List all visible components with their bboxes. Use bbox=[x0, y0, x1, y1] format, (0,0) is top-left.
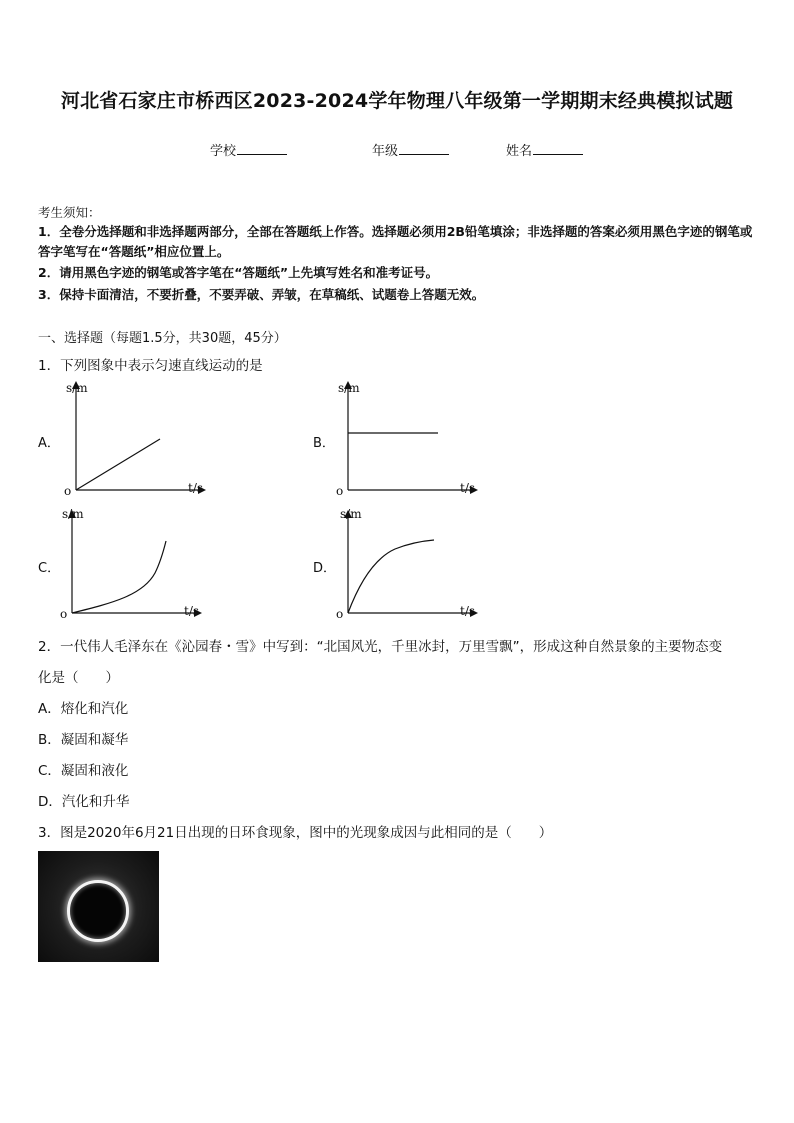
graph-a-y-label: s/m bbox=[66, 381, 88, 395]
school-label: 学校 bbox=[210, 144, 237, 159]
graph-d-origin: o bbox=[336, 607, 344, 621]
graph-a bbox=[58, 378, 208, 502]
graph-a-curve bbox=[76, 439, 160, 490]
option-d-label: D． bbox=[313, 561, 337, 576]
grade-field bbox=[372, 140, 449, 159]
school-field bbox=[210, 140, 287, 159]
graph-c-y-label: s/m bbox=[62, 507, 84, 521]
graph-d bbox=[330, 503, 480, 627]
option-c-label: C． bbox=[38, 561, 61, 576]
graph-c-origin: o bbox=[60, 607, 68, 621]
graph-d-curve bbox=[348, 540, 434, 613]
exam-title: 河北省石家庄市桥西区2023-2024学年物理八年级第一学期期末经典模拟试题 bbox=[60, 90, 734, 112]
notice-heading: 考生须知： bbox=[38, 205, 101, 220]
question-2-option-a: A．熔化和汽化 bbox=[38, 701, 129, 717]
school-blank bbox=[237, 140, 287, 155]
question-1-stem: 1．下列图象中表示匀速直线运动的是 bbox=[38, 358, 263, 374]
notice-item-1: 1．全卷分选择题和非选择题两部分，全部在答题纸上作答。选择题必须用2B铅笔填涂；非选择题的答案必须用黑色字迹的钢笔或答字笔写在“答题纸”相应位置上。 bbox=[38, 224, 753, 259]
notice-item-2: 2．请用黑色字迹的钢笔或答字笔在“答题纸”上先填写姓名和准考证号。 bbox=[38, 265, 439, 280]
section-heading: 一、选择题（每题1.5分，共30题，45分） bbox=[38, 331, 287, 346]
question-2-option-d: D．汽化和升华 bbox=[38, 794, 130, 810]
name-field bbox=[506, 140, 583, 159]
notice-item-3: 3．保持卡面清洁，不要折叠，不要弄破、弄皱，在草稿纸、试题卷上答题无效。 bbox=[38, 287, 485, 302]
graph-c-x-label: t/s bbox=[184, 604, 200, 618]
option-a-label: A． bbox=[38, 436, 60, 451]
grade-blank bbox=[399, 140, 449, 155]
option-b-label: B． bbox=[313, 436, 335, 451]
annular-eclipse-image bbox=[38, 851, 159, 962]
graph-b-y-label: s/m bbox=[338, 381, 360, 395]
question-3-stem: 3．图是2020年6月21日出现的日环食现象，图中的光现象成因与此相同的是（ ） bbox=[38, 825, 553, 841]
question-2-option-c: C．凝固和液化 bbox=[38, 763, 129, 779]
name-blank bbox=[533, 140, 583, 155]
eclipse-ring bbox=[67, 880, 129, 942]
graph-c-curve bbox=[72, 541, 166, 613]
graph-d-y-label: s/m bbox=[340, 507, 362, 521]
graph-a-x-label: t/s bbox=[188, 481, 204, 495]
question-2-stem-line-2: 化是（ ） bbox=[38, 670, 119, 686]
graph-b bbox=[330, 378, 480, 502]
question-2-stem-line-1: 2．一代伟人毛泽东在《沁园春・雪》中写到：“北国风光，千里冰封，万里雪飘”，形成这种自然景象的主要物态变 bbox=[38, 639, 723, 655]
graph-d-x-label: t/s bbox=[460, 604, 476, 618]
graph-a-origin: o bbox=[64, 484, 72, 498]
grade-label: 年级 bbox=[372, 144, 399, 159]
name-label: 姓名 bbox=[506, 144, 533, 159]
graph-c bbox=[58, 503, 208, 627]
graph-b-origin: o bbox=[336, 484, 344, 498]
question-2-option-b: B．凝固和凝华 bbox=[38, 732, 129, 748]
graph-b-x-label: t/s bbox=[460, 481, 476, 495]
